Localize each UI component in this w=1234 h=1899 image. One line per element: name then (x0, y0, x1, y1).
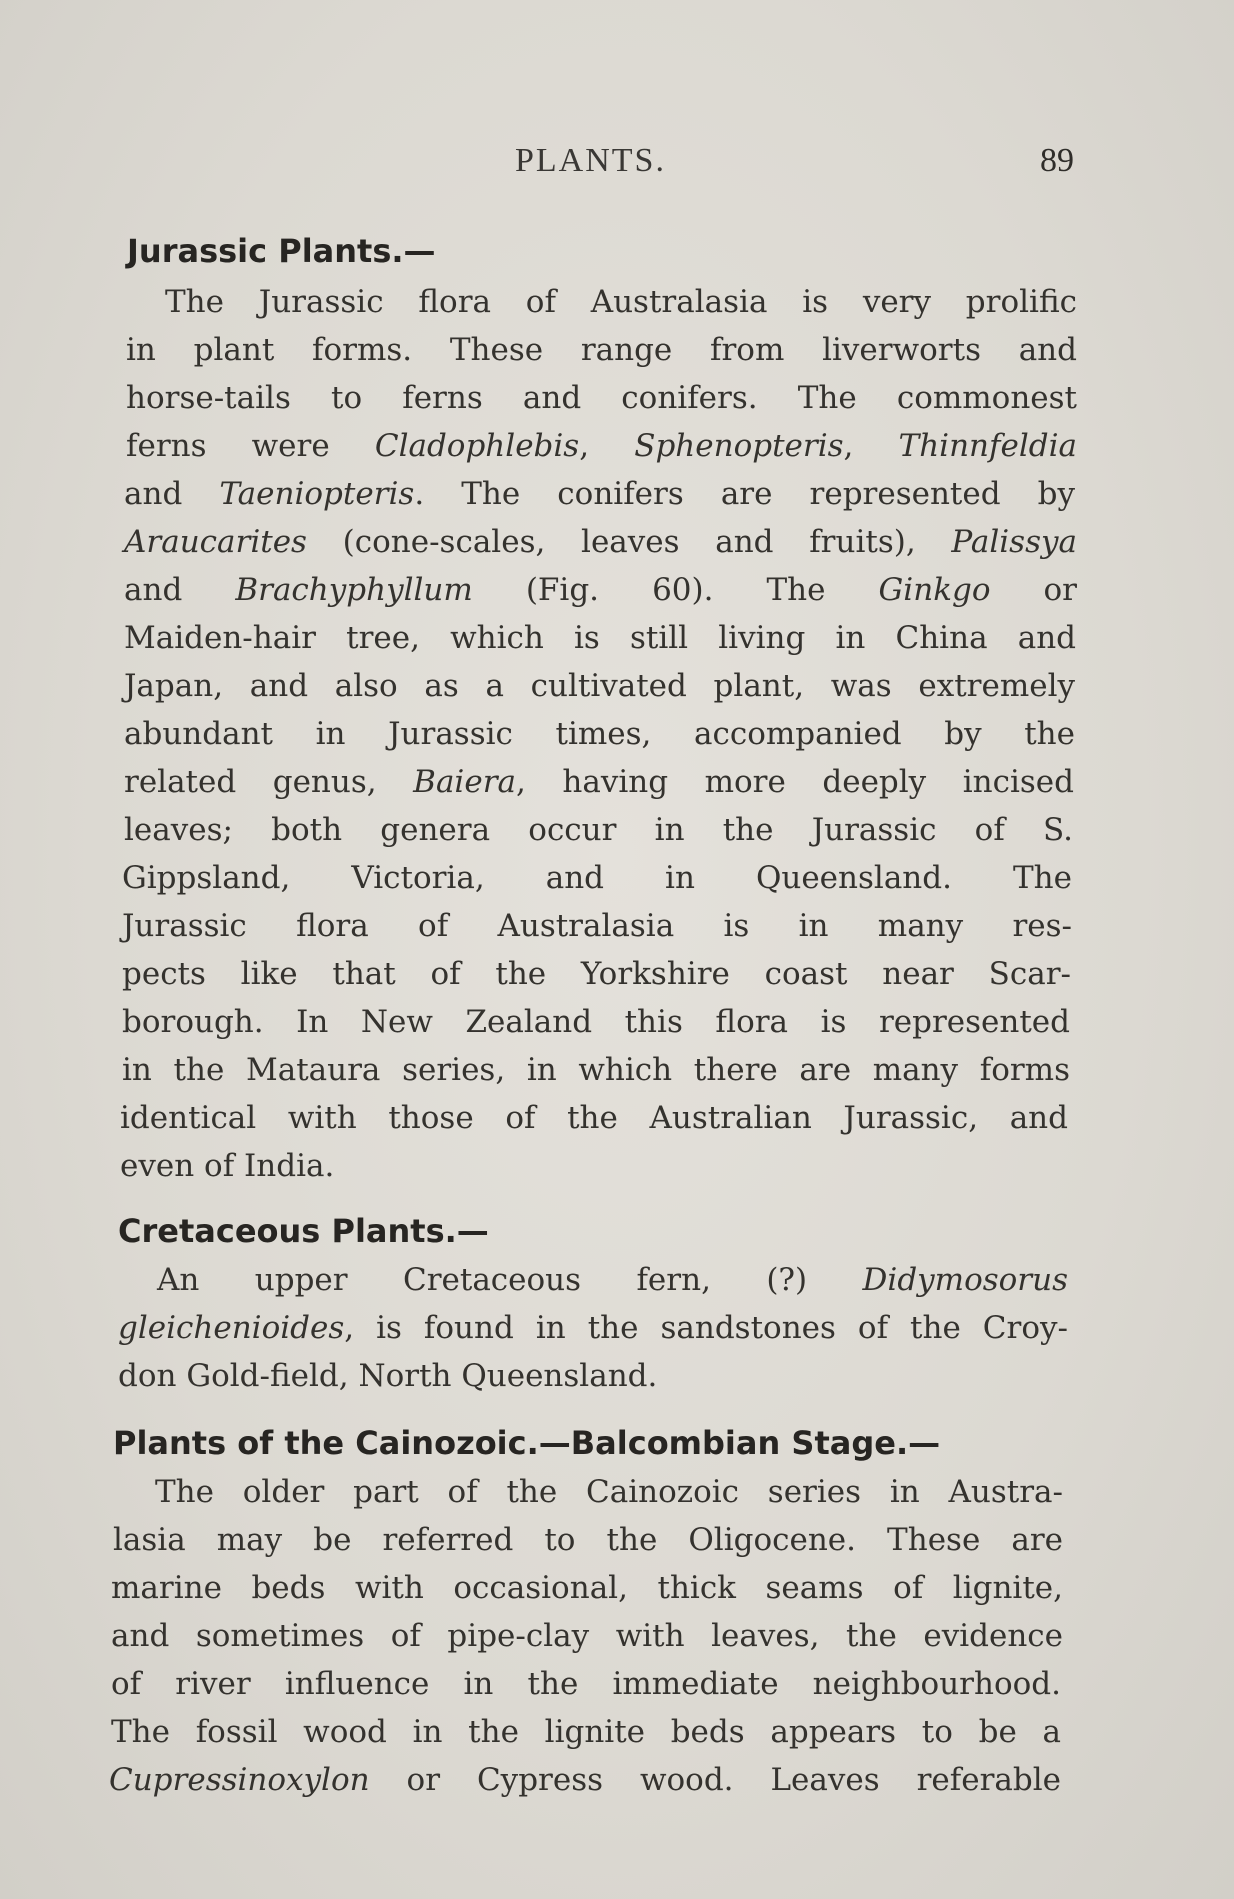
paragraph-line: and Brachyphyllum (Fig. 60). The Ginkgo or (124, 572, 1078, 608)
paragraph-line: Japan, and also as a cultivated plant, was extremely (124, 668, 1075, 704)
paragraph-line: abundant in Jurassic times, accompanied by the (124, 716, 1075, 752)
paragraph-line: Jurassic flora of Australasia is in many res- (122, 908, 1072, 944)
paragraph-line: Cupressinoxylon or Cypress wood. Leaves referable (109, 1762, 1061, 1798)
scientific-name: Cupressinoxylon (109, 1762, 370, 1798)
paragraph-line: lasia may be referred to the Oligocene. These are (113, 1522, 1063, 1558)
scientific-name: Didymosorus (862, 1262, 1068, 1298)
paragraph-line: Araucarites (cone-scales, leaves and fruits), Palissya (124, 524, 1077, 560)
scientific-name: Brachyphyllum (235, 572, 473, 608)
paragraph-line: Gippsland, Victoria, and in Queensland. The (122, 860, 1072, 896)
paragraph-line: Maiden-hair tree, which is still living in China and (124, 620, 1076, 656)
paragraph-line: and sometimes of pipe-clay with leaves, the evidence (111, 1618, 1063, 1654)
scientific-name: Cladophlebis (374, 428, 580, 464)
paragraph-line: related genus, Baiera, having more deeply incised (124, 764, 1074, 800)
paragraph-line: An upper Cretaceous fern, (?) Didymosorus (157, 1262, 1068, 1298)
section-heading-cretaceous: Cretaceous Plants.— (118, 1212, 489, 1250)
paragraph-line: leaves; both genera occur in the Jurassic of S. (124, 812, 1073, 848)
paragraph-line: in plant forms. These range from liverworts and (126, 332, 1077, 368)
scientific-name: Sphenopteris (634, 428, 844, 464)
scientific-name: Thinnfeldia (898, 428, 1077, 464)
scientific-name: Palissya (951, 524, 1077, 560)
scientific-name: Ginkgo (878, 572, 991, 608)
section-heading-jurassic: Jurassic Plants.— (127, 232, 436, 270)
paragraph-line: and Taeniopteris. The conifers are represented by (124, 476, 1076, 512)
paragraph-line: of river influence in the immediate neighbourhood. (111, 1666, 1061, 1702)
page-number: 89 (1040, 142, 1074, 179)
paragraph-line: pects like that of the Yorkshire coast near Scar- (122, 956, 1071, 992)
paragraph-line: identical with those of the Australian Jurassic, and (120, 1100, 1068, 1136)
scientific-name: Baiera (413, 764, 516, 800)
paragraph-line: ferns were Cladophlebis, Sphenopteris, Thinnfeldia (126, 428, 1077, 464)
paragraph-line: The fossil wood in the lignite beds appears to be a (111, 1714, 1061, 1750)
running-head (0, 142, 1234, 182)
paragraph-line: borough. In New Zealand this flora is represented (122, 1004, 1070, 1040)
paragraph-line: gleichenioides, is found in the sandstones of the Croy- (118, 1310, 1068, 1346)
scientific-name: gleichenioides (118, 1310, 345, 1346)
paragraph-line: horse-tails to ferns and conifers. The commonest (126, 380, 1077, 416)
paragraph-line: The Jurassic flora of Australasia is very prolific (165, 284, 1077, 320)
running-title: PLANTS. (515, 142, 666, 179)
paragraph-line: marine beds with occasional, thick seams of lignite, (111, 1570, 1063, 1606)
paragraph-line: in the Mataura series, in which there are many forms (122, 1052, 1070, 1088)
section-heading-cainozoic: Plants of the Cainozoic.—Balcombian Stage.— (113, 1424, 941, 1462)
scientific-name: Taeniopteris (219, 476, 415, 512)
paragraph-line: even of India. (120, 1148, 335, 1184)
scientific-name: Araucarites (124, 524, 307, 560)
paragraph-line: The older part of the Cainozoic series in Austra- (155, 1474, 1063, 1510)
paragraph-line: don Gold-field, North Queensland. (118, 1358, 658, 1394)
